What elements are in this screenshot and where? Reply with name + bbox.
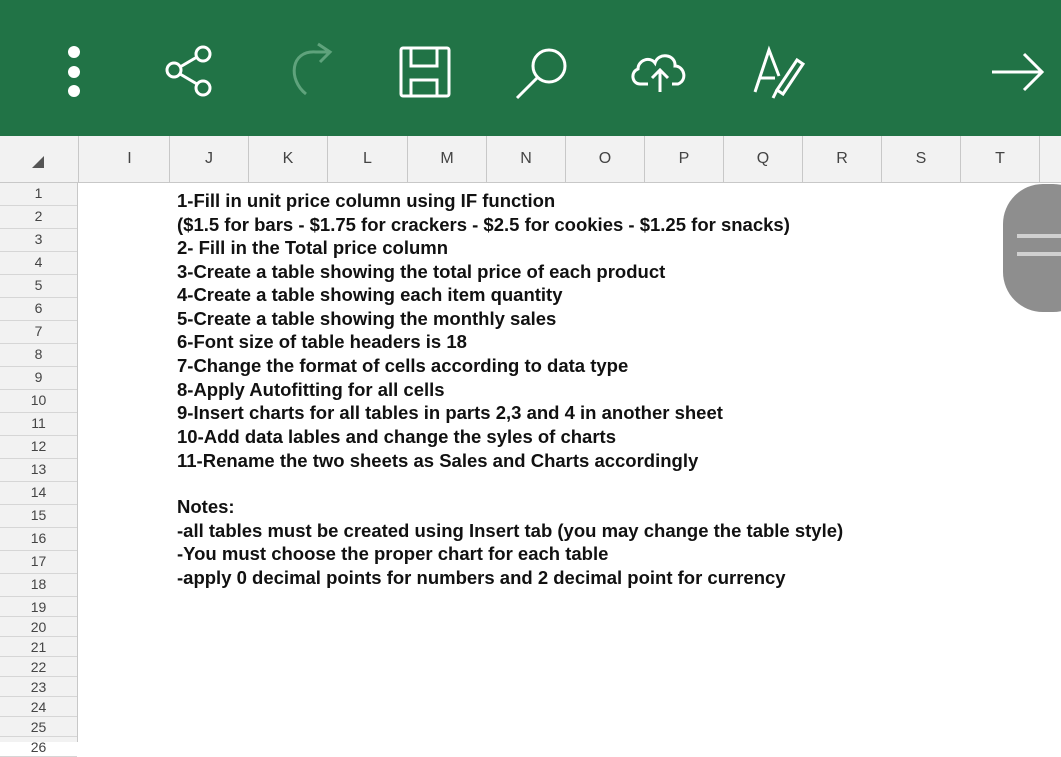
cell-j3[interactable]: 2- Fill in the Total price column [177,237,449,258]
cell-j4[interactable]: 3-Create a table showing the total price of each product [177,261,666,282]
row-header-19[interactable]: 19 [0,597,77,617]
more-button[interactable] [42,40,106,104]
column-header-bar [0,136,1061,183]
row-header-bar [0,183,78,755]
column-header-k[interactable]: K [249,136,328,182]
cell-j12[interactable]: 11-Rename the two sheets as Sales and Charts accordingly [177,450,699,471]
share-button[interactable] [157,40,221,104]
row-header-22[interactable]: 22 [0,657,77,677]
cell-j10[interactable]: 9-Insert charts for all tables in parts 2,3 and 4 in another sheet [177,402,723,423]
cell-j1[interactable]: 1-Fill in unit price column using IF function [177,190,556,211]
row-header-17[interactable]: 17 [0,551,77,574]
cell-j14[interactable]: Notes: [177,496,235,517]
column-header-m[interactable]: M [408,136,487,182]
row-header-18[interactable]: 18 [0,574,77,597]
column-header-p[interactable]: P [645,136,724,182]
column-header-i[interactable]: I [90,136,170,182]
cell-j7[interactable]: 6-Font size of table headers is 18 [177,331,467,352]
row-header-24[interactable]: 24 [0,697,77,717]
cell-j2[interactable]: ($1.5 for bars - $1.75 for crackers - $2.5 for cookies - $1.25 for snacks) [177,214,790,235]
cell-j9[interactable]: 8-Apply Autofitting for all cells [177,379,445,400]
row-header-12[interactable]: 12 [0,436,77,459]
row-header-13[interactable]: 13 [0,459,77,482]
row-header-21[interactable]: 21 [0,637,77,657]
row-header-5[interactable]: 5 [0,275,77,298]
row-header-8[interactable]: 8 [0,344,77,367]
cell-j11[interactable]: 10-Add data lables and change the syles of charts [177,426,616,447]
more-vertical-icon [42,40,106,104]
cell-j15[interactable]: -all tables must be created using Insert tab (you may change the table style) [177,520,844,541]
search-button[interactable] [511,40,575,104]
select-all-icon [32,156,44,168]
column-header-t[interactable]: T [961,136,1040,182]
row-header-4[interactable]: 4 [0,252,77,275]
redo-button[interactable] [276,40,340,104]
redo-icon [276,40,340,104]
search-icon [511,40,575,104]
row-header-20[interactable]: 20 [0,617,77,637]
column-header-n[interactable]: N [487,136,566,182]
column-header-j[interactable]: J [170,136,249,182]
cloud-upload-button[interactable] [628,40,692,104]
row-header-10[interactable]: 10 [0,390,77,413]
cell-j17[interactable]: -apply 0 decimal points for numbers and 2 decimal point for currency [177,567,786,588]
arrow-right-icon [986,40,1050,104]
column-header-r[interactable]: R [803,136,882,182]
draw-icon [747,40,811,104]
column-header-l[interactable]: L [328,136,408,182]
toolbar [0,0,1061,136]
draw-button[interactable] [747,40,811,104]
cell-j5[interactable]: 4-Create a table showing each item quantity [177,284,563,305]
scroll-handle[interactable] [1003,184,1061,312]
forward-button[interactable] [986,40,1050,104]
row-header-3[interactable]: 3 [0,229,77,252]
row-header-9[interactable]: 9 [0,367,77,390]
cloud-upload-icon [628,40,692,104]
row-header-7[interactable]: 7 [0,321,77,344]
save-button[interactable] [393,40,457,104]
cell-j16[interactable]: -You must choose the proper chart for each table [177,543,609,564]
share-icon [157,40,221,104]
column-header-s[interactable]: S [882,136,961,182]
row-header-2[interactable]: 2 [0,206,77,229]
column-header-o[interactable]: O [566,136,645,182]
row-header-15[interactable]: 15 [0,505,77,528]
row-header-16[interactable]: 16 [0,528,77,551]
cell-j6[interactable]: 5-Create a table showing the monthly sales [177,308,557,329]
row-header-26[interactable]: 26 [0,737,77,757]
row-header-25[interactable]: 25 [0,717,77,737]
row-header-1[interactable]: 1 [0,183,77,206]
row-header-11[interactable]: 11 [0,413,77,436]
column-header-q[interactable]: Q [724,136,803,182]
cell-j8[interactable]: 7-Change the format of cells according to data type [177,355,629,376]
row-header-6[interactable]: 6 [0,298,77,321]
handle-grip-line [1017,234,1061,238]
row-header-23[interactable]: 23 [0,677,77,697]
select-all-corner[interactable] [0,136,79,182]
save-icon [393,40,457,104]
handle-grip-line [1017,252,1061,256]
row-header-14[interactable]: 14 [0,482,77,505]
